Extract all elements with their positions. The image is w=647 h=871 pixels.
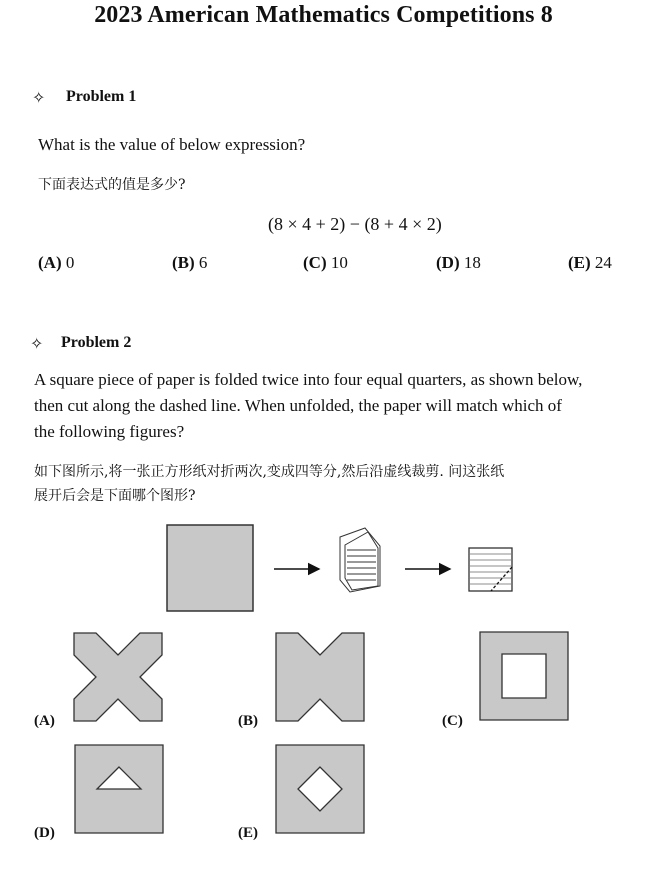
option-b-bowtie-shape: [276, 633, 364, 721]
option-a-x-shape: [74, 633, 162, 721]
folded-paper-shape: [340, 528, 380, 592]
choice-value: 24: [594, 253, 612, 272]
choice-value: 10: [330, 253, 348, 272]
folded-quarter-shape: [469, 548, 512, 591]
option-d-triangle-hole-shape: [75, 745, 163, 833]
option-c-square-hole-shape: [480, 632, 568, 720]
choice-value: 6: [198, 253, 208, 272]
figure-label-d: (D): [34, 825, 55, 841]
figure-label-a: (A): [34, 713, 55, 729]
question-line: then cut along the dashed line. When unfolded, the paper will match which of: [34, 396, 562, 415]
choice-label: (C): [303, 253, 327, 272]
problem-1-heading: Problem 1: [66, 88, 137, 105]
figure-label-b: (B): [238, 713, 258, 729]
problem-1-question-cn: 下面表达式的值是多少?: [38, 177, 186, 193]
choice-label: (E): [568, 253, 591, 272]
choice-value: 18: [463, 253, 481, 272]
choice-label: (A): [38, 253, 62, 272]
diamond-bullet-icon: ✧: [30, 334, 44, 353]
question-line: A square piece of paper is folded twice into four equal quarters, as shown below,: [34, 370, 583, 389]
choice-label: (D): [436, 253, 460, 272]
figure-label-e: (E): [238, 825, 258, 841]
problem-1-expression: (8 × 4 + 2) − (8 + 4 × 2): [268, 214, 442, 234]
problem-2-heading: Problem 2: [61, 334, 132, 351]
page-title: 2023 American Mathematics Competitions 8: [94, 2, 553, 28]
question-line: 展开后会是下面哪个图形?: [34, 488, 196, 504]
question-line: the following figures?: [34, 422, 185, 441]
option-e-diamond-hole-shape: [276, 745, 364, 833]
choice-value: 0: [65, 253, 75, 272]
problem-1-question-en: What is the value of below expression?: [38, 135, 306, 154]
question-line: 如下图所示,将一张正方形纸对折两次,变成四等分,然后沿虚线裁剪. 问这张纸: [34, 464, 505, 480]
diamond-bullet-icon: ✧: [32, 88, 46, 107]
square-paper-shape: [167, 525, 253, 611]
figure-label-c: (C): [442, 713, 463, 729]
choice-label: (B): [172, 253, 195, 272]
